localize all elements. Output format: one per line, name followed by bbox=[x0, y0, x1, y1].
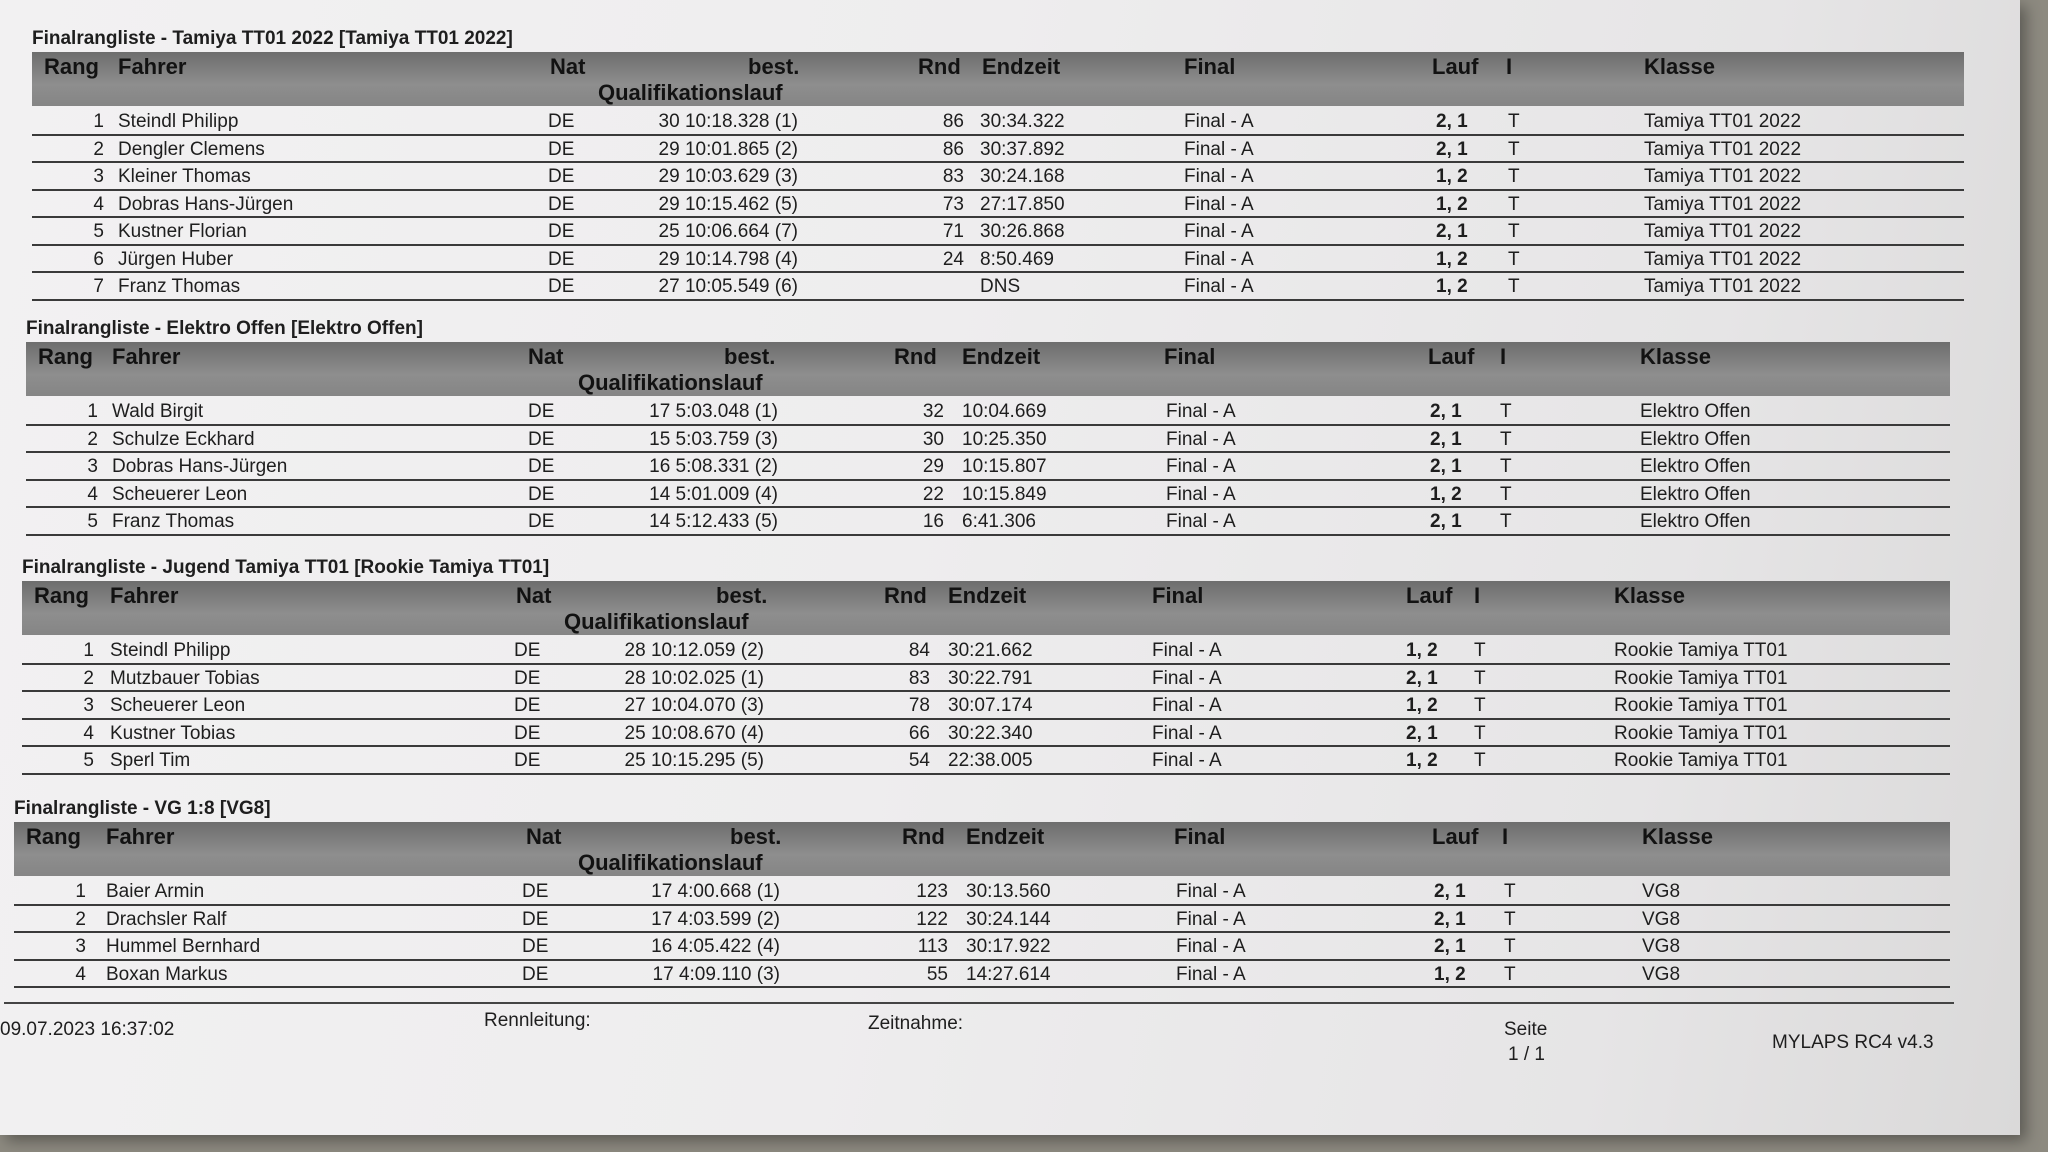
i-cell: T bbox=[1500, 483, 1512, 505]
nat-cell: DE bbox=[548, 248, 575, 270]
rang-cell: 1 bbox=[75, 881, 86, 902]
rennleitung-label: Rennleitung: bbox=[484, 1010, 591, 1031]
fahrer-cell: Sperl Tim bbox=[110, 750, 191, 771]
final-cell: Final - A bbox=[1184, 193, 1254, 215]
endzeit-cell: 30:22.340 bbox=[948, 722, 1033, 744]
nat-cell: DE bbox=[514, 667, 541, 689]
endzeit-cell: 30:26.868 bbox=[980, 221, 1065, 242]
rnd-cell: 86 bbox=[942, 138, 964, 160]
final-cell: Final - A bbox=[1166, 401, 1236, 422]
col-nat: Nat bbox=[528, 344, 564, 369]
table-row bbox=[22, 692, 1950, 720]
col-lauf: Lauf bbox=[1432, 824, 1479, 849]
lauf-cell: 1, 2 bbox=[1436, 248, 1468, 270]
nat-cell: DE bbox=[514, 750, 541, 771]
lauf-cell: 1, 2 bbox=[1406, 640, 1438, 661]
table-row bbox=[14, 878, 1950, 906]
nat-cell: DE bbox=[522, 963, 549, 985]
section-title: Finalrangliste - Elektro Offen [Elektro Offen] bbox=[26, 318, 423, 339]
fahrer-cell: Steindl Philipp bbox=[110, 640, 231, 661]
lauf-cell: 2, 1 bbox=[1434, 908, 1466, 930]
nat-cell: DE bbox=[528, 428, 555, 450]
col-rang: Rang bbox=[38, 344, 93, 369]
endzeit-cell: 10:15.849 bbox=[962, 483, 1047, 505]
footer-rule bbox=[4, 1002, 1954, 1004]
best-qual-cell: 28 10:12.059 (2) bbox=[624, 640, 764, 661]
col-i: I bbox=[1506, 54, 1513, 79]
col-rang: Rang bbox=[26, 824, 81, 849]
rang-cell: 5 bbox=[83, 750, 94, 771]
col-fahrer: Fahrer bbox=[110, 583, 179, 608]
table-row bbox=[14, 933, 1950, 961]
final-cell: Final - A bbox=[1184, 276, 1254, 297]
klasse-cell: Rookie Tamiya TT01 bbox=[1614, 640, 1788, 661]
klasse-cell: Rookie Tamiya TT01 bbox=[1614, 695, 1788, 716]
table-row bbox=[32, 108, 1964, 136]
rang-cell: 1 bbox=[87, 401, 98, 422]
lauf-cell: 1, 2 bbox=[1436, 166, 1468, 187]
final-cell: Final - A bbox=[1184, 166, 1254, 187]
col-rnd: Rnd bbox=[894, 344, 937, 369]
i-cell: T bbox=[1474, 640, 1486, 661]
rang-cell: 1 bbox=[93, 111, 104, 132]
i-cell: T bbox=[1504, 936, 1516, 957]
best-qual-cell: 30 10:18.328 (1) bbox=[658, 111, 798, 132]
klasse-cell: Elektro Offen bbox=[1640, 401, 1751, 422]
col-lauf: Lauf bbox=[1428, 344, 1475, 369]
nat-cell: DE bbox=[522, 936, 549, 957]
rnd-cell: 22 bbox=[922, 483, 944, 505]
fahrer-cell: Kleiner Thomas bbox=[118, 166, 251, 187]
best-qual-cell: 29 10:03.629 (3) bbox=[658, 166, 798, 187]
col-final: Final bbox=[1164, 344, 1216, 369]
fahrer-cell: Dobras Hans-Jürgen bbox=[118, 193, 294, 215]
final-cell: Final - A bbox=[1152, 750, 1222, 771]
rnd-cell: 71 bbox=[942, 221, 964, 242]
klasse-cell: Tamiya TT01 2022 bbox=[1644, 221, 1802, 242]
klasse-cell: Rookie Tamiya TT01 bbox=[1614, 750, 1788, 771]
col-rnd: Rnd bbox=[918, 54, 961, 79]
klasse-cell: Tamiya TT01 2022 bbox=[1644, 138, 1802, 160]
best-qual-cell: 14 5:01.009 (4) bbox=[649, 483, 778, 505]
i-cell: T bbox=[1508, 193, 1520, 215]
col-klasse: Klasse bbox=[1614, 583, 1685, 608]
klasse-cell: Tamiya TT01 2022 bbox=[1644, 193, 1802, 215]
table-body bbox=[22, 637, 1950, 775]
best-qual-cell: 27 10:04.070 (3) bbox=[624, 695, 764, 716]
final-cell: Final - A bbox=[1166, 483, 1236, 505]
rang-cell: 2 bbox=[83, 667, 94, 689]
rnd-cell: 113 bbox=[917, 936, 948, 957]
rang-cell: 1 bbox=[83, 640, 94, 661]
klasse-cell: Tamiya TT01 2022 bbox=[1644, 276, 1802, 297]
col-rnd: Rnd bbox=[884, 583, 927, 608]
i-cell: T bbox=[1474, 750, 1486, 771]
nat-cell: DE bbox=[514, 640, 541, 661]
final-cell: Final - A bbox=[1184, 221, 1254, 242]
final-cell: Final - A bbox=[1166, 428, 1236, 450]
nat-cell: DE bbox=[528, 401, 555, 422]
fahrer-cell: Steindl Philipp bbox=[118, 111, 239, 132]
i-cell: T bbox=[1500, 428, 1512, 450]
nat-cell: DE bbox=[514, 695, 541, 716]
final-cell: Final - A bbox=[1184, 138, 1254, 160]
section-title: Finalrangliste - VG 1:8 [VG8] bbox=[14, 798, 271, 819]
table-row bbox=[32, 246, 1964, 274]
col-nat: Nat bbox=[550, 54, 586, 79]
rang-cell: 3 bbox=[83, 695, 94, 716]
nat-cell: DE bbox=[548, 111, 575, 132]
final-cell: Final - A bbox=[1152, 722, 1222, 744]
col-klasse: Klasse bbox=[1644, 54, 1715, 79]
i-cell: T bbox=[1504, 963, 1516, 985]
rnd-cell: 84 bbox=[908, 640, 930, 661]
endzeit-cell: 10:04.669 bbox=[962, 401, 1047, 422]
rnd-cell: 122 bbox=[916, 908, 948, 930]
best-qual-cell: 17 5:03.048 (1) bbox=[649, 401, 778, 422]
rang-cell: 2 bbox=[75, 908, 86, 930]
table-row bbox=[32, 136, 1964, 164]
rnd-cell: 78 bbox=[908, 695, 930, 716]
nat-cell: DE bbox=[514, 722, 541, 744]
fahrer-cell: Scheuerer Leon bbox=[110, 695, 246, 716]
best-qual-cell: 17 4:09.110 (3) bbox=[652, 963, 780, 985]
klasse-cell: VG8 bbox=[1642, 908, 1681, 930]
i-cell: T bbox=[1474, 667, 1486, 689]
final-cell: Final - A bbox=[1176, 908, 1246, 930]
nat-cell: DE bbox=[548, 276, 575, 297]
fahrer-cell: Boxan Markus bbox=[106, 963, 228, 985]
nat-cell: DE bbox=[548, 221, 575, 242]
endzeit-cell: 30:24.144 bbox=[966, 908, 1051, 930]
col-endzeit: Endzeit bbox=[966, 824, 1045, 849]
rang-cell: 3 bbox=[93, 166, 104, 187]
rang-cell: 4 bbox=[93, 193, 104, 215]
table-row bbox=[26, 426, 1950, 454]
endzeit-cell: 30:17.922 bbox=[966, 936, 1051, 957]
zeitnahme-label: Zeitnahme: bbox=[868, 1013, 964, 1034]
table-row bbox=[26, 453, 1950, 481]
rnd-cell: 83 bbox=[942, 166, 964, 187]
endzeit-cell: 30:22.791 bbox=[948, 667, 1033, 689]
klasse-cell: Elektro Offen bbox=[1640, 483, 1751, 505]
table-header bbox=[14, 822, 1950, 876]
table-header bbox=[22, 581, 1950, 635]
table-row bbox=[22, 747, 1950, 775]
rnd-cell: 83 bbox=[908, 667, 930, 689]
rang-cell: 6 bbox=[93, 248, 104, 270]
klasse-cell: Rookie Tamiya TT01 bbox=[1614, 667, 1788, 689]
final-cell: Final - A bbox=[1152, 640, 1222, 661]
endzeit-cell: 30:13.560 bbox=[966, 881, 1051, 902]
rnd-cell: 32 bbox=[922, 401, 944, 422]
endzeit-cell: 30:34.322 bbox=[980, 111, 1065, 132]
table-row bbox=[32, 218, 1964, 246]
i-cell: T bbox=[1504, 881, 1516, 902]
rang-cell: 2 bbox=[93, 138, 104, 160]
nat-cell: DE bbox=[548, 166, 575, 187]
i-cell: T bbox=[1508, 138, 1520, 160]
col-fahrer: Fahrer bbox=[118, 54, 187, 79]
col-best: best. bbox=[748, 54, 800, 79]
rang-cell: 3 bbox=[87, 456, 98, 477]
final-cell: Final - A bbox=[1166, 456, 1236, 477]
fahrer-cell: Hummel Bernhard bbox=[106, 936, 261, 957]
lauf-cell: 2, 1 bbox=[1436, 111, 1468, 132]
rang-cell: 4 bbox=[75, 963, 86, 985]
rang-cell: 2 bbox=[87, 428, 98, 450]
fahrer-cell: Jürgen Huber bbox=[118, 248, 234, 270]
lauf-cell: 2, 1 bbox=[1436, 138, 1468, 160]
col-i: I bbox=[1500, 344, 1507, 369]
i-cell: T bbox=[1474, 722, 1486, 744]
table-body bbox=[26, 398, 1950, 536]
rnd-cell: 29 bbox=[922, 456, 944, 477]
final-cell: Final - A bbox=[1176, 936, 1246, 957]
col-nat: Nat bbox=[516, 583, 552, 608]
endzeit-cell: 10:25.350 bbox=[962, 428, 1047, 450]
nat-cell: DE bbox=[548, 193, 575, 215]
klasse-cell: Tamiya TT01 2022 bbox=[1644, 111, 1802, 132]
rnd-cell: 55 bbox=[926, 963, 948, 985]
klasse-cell: VG8 bbox=[1642, 936, 1681, 957]
i-cell: T bbox=[1504, 908, 1516, 930]
col-i: I bbox=[1474, 583, 1481, 608]
table-row bbox=[32, 273, 1964, 301]
lauf-cell: 2, 1 bbox=[1430, 456, 1462, 477]
table-row bbox=[26, 481, 1950, 509]
col-best: best. bbox=[730, 824, 782, 849]
fahrer-cell: Drachsler Ralf bbox=[106, 908, 227, 930]
col-final: Final bbox=[1174, 824, 1226, 849]
klasse-cell: Elektro Offen bbox=[1640, 428, 1751, 450]
table-header bbox=[26, 342, 1950, 396]
endzeit-cell: 30:07.174 bbox=[948, 695, 1033, 716]
best-qual-cell: 25 10:08.670 (4) bbox=[624, 722, 764, 744]
col-klasse: Klasse bbox=[1640, 344, 1711, 369]
i-cell: T bbox=[1508, 248, 1520, 270]
final-cell: Final - A bbox=[1176, 963, 1246, 985]
lauf-cell: 1, 2 bbox=[1436, 276, 1468, 297]
col-lauf: Lauf bbox=[1432, 54, 1479, 79]
lauf-cell: 2, 1 bbox=[1436, 221, 1468, 242]
col-rang: Rang bbox=[34, 583, 89, 608]
lauf-cell: 2, 1 bbox=[1406, 722, 1438, 744]
final-cell: Final - A bbox=[1176, 881, 1246, 902]
lauf-cell: 1, 2 bbox=[1406, 750, 1438, 771]
best-qual-cell: 17 4:00.668 (1) bbox=[651, 881, 780, 902]
endzeit-cell: 30:21.662 bbox=[948, 640, 1033, 661]
klasse-cell: Elektro Offen bbox=[1640, 456, 1751, 477]
best-qual-cell: 29 10:15.462 (5) bbox=[658, 193, 798, 215]
col-lauf: Lauf bbox=[1406, 583, 1453, 608]
nat-cell: DE bbox=[528, 456, 555, 477]
final-cell: Final - A bbox=[1152, 667, 1222, 689]
fahrer-cell: Dengler Clemens bbox=[118, 138, 265, 160]
endzeit-cell: 6:41.306 bbox=[962, 511, 1036, 532]
rnd-cell: 16 bbox=[922, 511, 944, 532]
table-row bbox=[22, 637, 1950, 665]
lauf-cell: 2, 1 bbox=[1430, 401, 1462, 422]
col-final: Final bbox=[1184, 54, 1236, 79]
col-klasse: Klasse bbox=[1642, 824, 1713, 849]
fahrer-cell: Baier Armin bbox=[106, 881, 205, 902]
i-cell: T bbox=[1508, 111, 1520, 132]
endzeit-cell: 30:24.168 bbox=[980, 166, 1065, 187]
rnd-cell: 30 bbox=[922, 428, 944, 450]
i-cell: T bbox=[1508, 276, 1520, 297]
lauf-cell: 2, 1 bbox=[1434, 881, 1466, 902]
col-qual: Qualifikationslauf bbox=[578, 850, 763, 875]
rnd-cell: 86 bbox=[942, 111, 964, 132]
i-cell: T bbox=[1500, 456, 1512, 477]
table-body bbox=[14, 878, 1950, 988]
endzeit-cell: 22:38.005 bbox=[948, 750, 1033, 771]
endzeit-cell: 14:27.614 bbox=[966, 963, 1051, 985]
section-title: Finalrangliste - Tamiya TT01 2022 [Tamiya TT01 2022] bbox=[32, 28, 513, 49]
endzeit-cell: 8:50.469 bbox=[980, 248, 1054, 270]
rang-cell: 7 bbox=[93, 276, 104, 297]
nat-cell: DE bbox=[522, 881, 549, 902]
final-cell: Final - A bbox=[1152, 695, 1222, 716]
fahrer-cell: Scheuerer Leon bbox=[112, 483, 248, 505]
endzeit-cell: 27:17.850 bbox=[980, 193, 1065, 215]
col-best: best. bbox=[716, 583, 768, 608]
endzeit-cell: 30:37.892 bbox=[980, 138, 1065, 160]
rang-cell: 4 bbox=[87, 483, 98, 505]
col-qual: Qualifikationslauf bbox=[578, 370, 763, 395]
i-cell: T bbox=[1508, 221, 1520, 242]
table-body bbox=[32, 108, 1964, 301]
best-qual-cell: 16 4:05.422 (4) bbox=[651, 936, 780, 957]
i-cell: T bbox=[1474, 695, 1486, 716]
rnd-cell: 24 bbox=[942, 248, 964, 270]
col-fahrer: Fahrer bbox=[112, 344, 181, 369]
col-final: Final bbox=[1152, 583, 1204, 608]
lauf-cell: 2, 1 bbox=[1430, 428, 1462, 450]
col-endzeit: Endzeit bbox=[982, 54, 1061, 79]
table-row bbox=[26, 508, 1950, 536]
rnd-cell: 54 bbox=[908, 750, 930, 771]
best-qual-cell: 25 10:06.664 (7) bbox=[658, 221, 798, 242]
i-cell: T bbox=[1500, 401, 1512, 422]
klasse-cell: Elektro Offen bbox=[1640, 511, 1751, 532]
best-qual-cell: 14 5:12.433 (5) bbox=[649, 511, 778, 532]
table-row bbox=[22, 665, 1950, 693]
endzeit-cell: 10:15.807 bbox=[962, 456, 1047, 477]
rang-cell: 4 bbox=[83, 722, 94, 744]
best-qual-cell: 29 10:14.798 (4) bbox=[658, 248, 798, 270]
rnd-cell: 123 bbox=[916, 881, 948, 902]
best-qual-cell: 17 4:03.599 (2) bbox=[651, 908, 780, 930]
klasse-cell: Tamiya TT01 2022 bbox=[1644, 166, 1802, 187]
print-datetime: 09.07.2023 16:37:02 bbox=[0, 1019, 175, 1040]
col-i: I bbox=[1502, 824, 1509, 849]
fahrer-cell: Kustner Florian bbox=[118, 221, 247, 242]
nat-cell: DE bbox=[522, 908, 549, 930]
fahrer-cell: Franz Thomas bbox=[118, 276, 241, 297]
table-row bbox=[32, 163, 1964, 191]
klasse-cell: Tamiya TT01 2022 bbox=[1644, 248, 1802, 270]
table-header bbox=[32, 52, 1964, 106]
nat-cell: DE bbox=[548, 138, 575, 160]
fahrer-cell: Franz Thomas bbox=[112, 511, 235, 532]
col-rnd: Rnd bbox=[902, 824, 945, 849]
final-cell: Final - A bbox=[1184, 111, 1254, 132]
rnd-cell: 73 bbox=[942, 193, 964, 215]
klasse-cell: VG8 bbox=[1642, 881, 1681, 902]
col-best: best. bbox=[724, 344, 776, 369]
col-nat: Nat bbox=[526, 824, 562, 849]
fahrer-cell: Kustner Tobias bbox=[110, 722, 236, 744]
table-row bbox=[32, 191, 1964, 219]
fahrer-cell: Mutzbauer Tobias bbox=[110, 667, 260, 689]
lauf-cell: 1, 2 bbox=[1430, 483, 1462, 505]
lauf-cell: 2, 1 bbox=[1434, 936, 1466, 957]
page-number: 1 / 1 bbox=[1508, 1044, 1545, 1065]
table-row bbox=[14, 906, 1950, 934]
best-qual-cell: 25 10:15.295 (5) bbox=[624, 750, 764, 771]
best-qual-cell: 27 10:05.549 (6) bbox=[658, 276, 798, 297]
rang-cell: 5 bbox=[93, 221, 104, 242]
col-qual: Qualifikationslauf bbox=[564, 609, 749, 634]
final-cell: Final - A bbox=[1184, 248, 1254, 270]
i-cell: T bbox=[1508, 166, 1520, 187]
rnd-cell: 66 bbox=[908, 722, 930, 744]
table-row bbox=[22, 720, 1950, 748]
lauf-cell: 1, 2 bbox=[1406, 695, 1438, 716]
col-rang: Rang bbox=[44, 54, 99, 79]
fahrer-cell: Wald Birgit bbox=[112, 401, 204, 422]
rang-cell: 3 bbox=[75, 936, 86, 957]
lauf-cell: 1, 2 bbox=[1436, 193, 1468, 215]
table-row bbox=[26, 398, 1950, 426]
col-fahrer: Fahrer bbox=[106, 824, 175, 849]
col-endzeit: Endzeit bbox=[962, 344, 1041, 369]
best-qual-cell: 15 5:03.759 (3) bbox=[649, 428, 778, 450]
lauf-cell: 2, 1 bbox=[1430, 511, 1462, 532]
best-qual-cell: 29 10:01.865 (2) bbox=[658, 138, 798, 160]
section-title: Finalrangliste - Jugend Tamiya TT01 [Rookie Tamiya TT01] bbox=[22, 557, 550, 578]
lauf-cell: 2, 1 bbox=[1406, 667, 1438, 689]
nat-cell: DE bbox=[528, 511, 555, 532]
klasse-cell: Rookie Tamiya TT01 bbox=[1614, 722, 1788, 744]
best-qual-cell: 16 5:08.331 (2) bbox=[649, 456, 778, 477]
fahrer-cell: Schulze Eckhard bbox=[112, 428, 255, 450]
lauf-cell: 1, 2 bbox=[1434, 963, 1466, 985]
col-qual: Qualifikationslauf bbox=[598, 80, 783, 105]
nat-cell: DE bbox=[528, 483, 555, 505]
klasse-cell: VG8 bbox=[1642, 963, 1681, 985]
software-version: MYLAPS RC4 v4.3 bbox=[1772, 1032, 1934, 1053]
best-qual-cell: 28 10:02.025 (1) bbox=[624, 667, 764, 689]
final-cell: Final - A bbox=[1166, 511, 1236, 532]
page-label: Seite bbox=[1504, 1019, 1548, 1040]
table-row bbox=[14, 961, 1950, 989]
col-endzeit: Endzeit bbox=[948, 583, 1027, 608]
fahrer-cell: Dobras Hans-Jürgen bbox=[112, 456, 288, 477]
i-cell: T bbox=[1500, 511, 1512, 532]
endzeit-cell: DNS bbox=[980, 276, 1021, 297]
rang-cell: 5 bbox=[87, 511, 98, 532]
